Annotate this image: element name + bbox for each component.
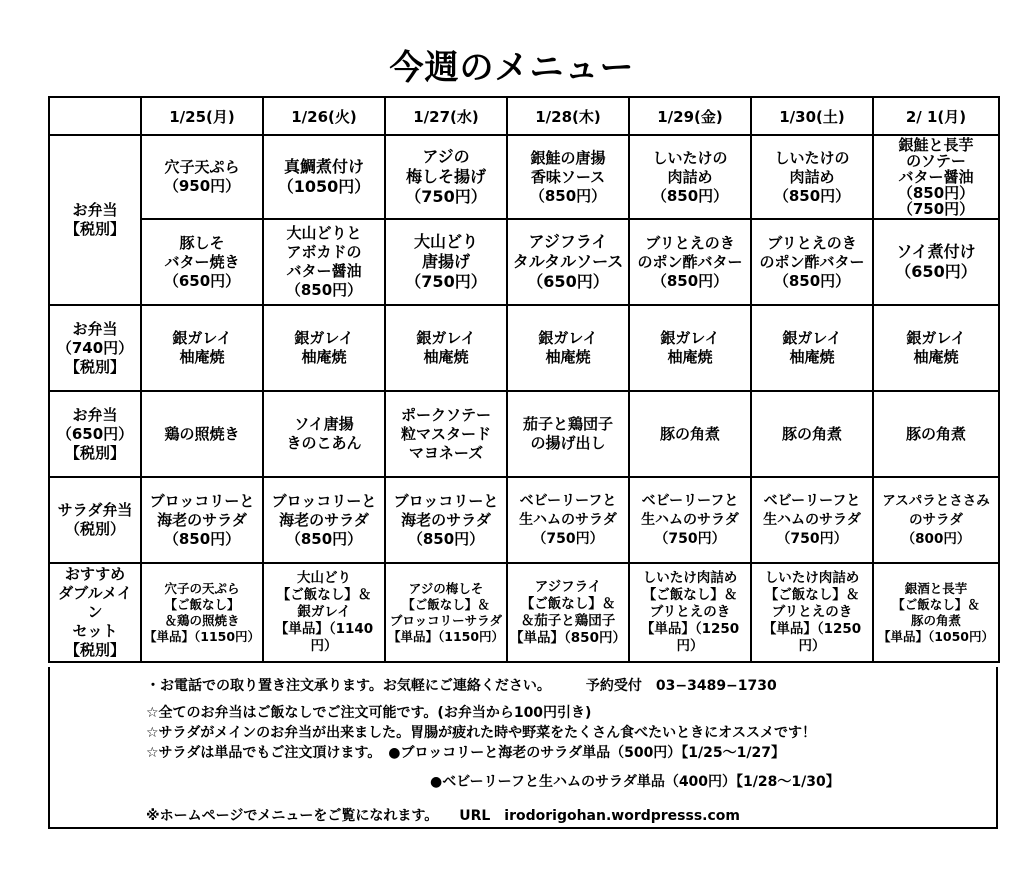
row-category: お弁当 （740円） 【税別】 — [49, 305, 141, 391]
menu-cell: 鶏の照焼き — [141, 391, 263, 477]
row-category: お弁当 【税別】 — [49, 135, 141, 305]
menu-cell: 銀ガレイ 柚庵焼 — [263, 305, 385, 391]
date-header: 1/30(土) — [751, 97, 873, 135]
menu-cell: 穴子の天ぷら 【ご飯なし】 ＆鶏の照焼き 【単品】（1150円） — [141, 563, 263, 662]
menu-cell: 銀ガレイ 柚庵焼 — [507, 305, 629, 391]
phone-note: ・お電話での取り置き注文承ります。お気軽にご連絡ください。 予約受付 03−3489−1730 — [146, 678, 777, 694]
menu-cell: ブリとえのき のポン酢バター （850円） — [629, 219, 751, 305]
menu-cell: 大山どり 唐揚げ （750円） — [385, 219, 507, 305]
row-category: おすすめ ダブルメイン セット 【税別】 — [49, 563, 141, 662]
menu-cell: ブリとえのき のポン酢バター （850円） — [751, 219, 873, 305]
menu-cell: しいたけの 肉詰め （850円） — [751, 135, 873, 219]
menu-cell: ベビーリーフと 生ハムのサラダ （750円） — [751, 477, 873, 563]
row-category: サラダ弁当 （税別） — [49, 477, 141, 563]
menu-cell: 銀鮭の唐揚 香味ソース （850円） — [507, 135, 629, 219]
menu-cell: 銀ガレイ 柚庵焼 — [751, 305, 873, 391]
menu-cell: 穴子天ぷら （950円） — [141, 135, 263, 219]
menu-cell: アジフライ 【ご飯なし】＆ ＆茄子と鶏団子 【単品】（850円） — [507, 563, 629, 662]
menu-cell: 銀ガレイ 柚庵焼 — [629, 305, 751, 391]
menu-cell: アジフライ タルタルソース （650円） — [507, 219, 629, 305]
menu-cell: 銀酒と長芋 【ご飯なし】＆ 豚の角煮 【単品】（1050円） — [873, 563, 999, 662]
date-header: 1/26(火) — [263, 97, 385, 135]
menu-cell: 銀ガレイ 柚庵焼 — [385, 305, 507, 391]
menu-cell: アスパラとささみ のサラダ （800円） — [873, 477, 999, 563]
menu-cell: 銀鮭と長芋 のソテー バター醤油 （850円） （750円） — [873, 135, 999, 219]
date-header: 1/27(水) — [385, 97, 507, 135]
date-header: 1/25(月) — [141, 97, 263, 135]
menu-row — [49, 563, 999, 662]
menu-cell: ブロッコリーと 海老のサラダ （850円） — [263, 477, 385, 563]
menu-cell: 真鯛煮付け （1050円） — [263, 135, 385, 219]
date-header: 2/ 1(月) — [873, 97, 999, 135]
note-line: ☆サラダがメインのお弁当が出来ました。胃腸が疲れた時や野菜をたくさん食べたいときにオススメです！ — [146, 725, 816, 741]
menu-cell: ブロッコリーと 海老のサラダ （850円） — [385, 477, 507, 563]
note-line: ☆サラダは単品でもご注文頂けます。 ●ブロッコリーと海老のサラダ単品（500円）【1/25〜1/27】 — [146, 745, 785, 761]
menu-cell: しいたけ肉詰め 【ご飯なし】＆ ブリとえのき 【単品】（1250円） — [751, 563, 873, 662]
row-category: お弁当 （650円） 【税別】 — [49, 391, 141, 477]
note-line: ☆全てのお弁当はご飯なしでご注文可能です。(お弁当から100円引き) — [146, 705, 592, 721]
menu-cell: 大山どりと アボカドの バター醤油 （850円） — [263, 219, 385, 305]
menu-cell: ソイ煮付け （650円） — [873, 219, 999, 305]
date-header: 1/29(金) — [629, 97, 751, 135]
menu-cell: 豚の角煮 — [751, 391, 873, 477]
menu-row — [49, 477, 999, 563]
notes-box — [48, 667, 998, 829]
menu-cell: 茄子と鶏団子 の揚げ出し — [507, 391, 629, 477]
menu-cell: アジの 梅しそ揚げ （750円） — [385, 135, 507, 219]
note-line: ●ベビーリーフと生ハムのサラダ単品（400円）【1/28〜1/30】 — [430, 774, 840, 790]
menu-table — [48, 96, 1000, 663]
menu-cell: ベビーリーフと 生ハムのサラダ （750円） — [507, 477, 629, 563]
homepage-note: ※ホームページでメニューをご覧になれます。 URL irodorigohan.wordpresss.com — [146, 808, 741, 824]
menu-cell: しいたけの 肉詰め （850円） — [629, 135, 751, 219]
menu-row — [49, 305, 999, 391]
corner-cell — [49, 97, 141, 135]
menu-cell: 銀ガレイ 柚庵焼 — [141, 305, 263, 391]
menu-cell: 豚の角煮 — [873, 391, 999, 477]
menu-row — [49, 219, 999, 305]
menu-cell: 豚の角煮 — [629, 391, 751, 477]
menu-cell: しいたけ肉詰め 【ご飯なし】＆ ブリとえのき 【単品】（1250円） — [629, 563, 751, 662]
menu-cell: 豚しそ バター焼き （650円） — [141, 219, 263, 305]
menu-row — [49, 391, 999, 477]
menu-cell: ブロッコリーと 海老のサラダ （850円） — [141, 477, 263, 563]
menu-cell: ベビーリーフと 生ハムのサラダ （750円） — [629, 477, 751, 563]
date-header-row — [49, 97, 999, 135]
date-header: 1/28(木) — [507, 97, 629, 135]
menu-row — [49, 135, 999, 219]
menu-cell: ポークソテー 粒マスタード マヨネーズ — [385, 391, 507, 477]
menu-cell: 大山どり 【ご飯なし】＆ 銀ガレイ 【単品】（1140円） — [263, 563, 385, 662]
menu-cell: ソイ唐揚 きのこあん — [263, 391, 385, 477]
menu-cell: 銀ガレイ 柚庵焼 — [873, 305, 999, 391]
page-title: 今週のメニュー — [389, 48, 635, 88]
menu-cell: アジの梅しそ 【ご飯なし】＆ ブロッコリーサラダ 【単品】（1150円） — [385, 563, 507, 662]
